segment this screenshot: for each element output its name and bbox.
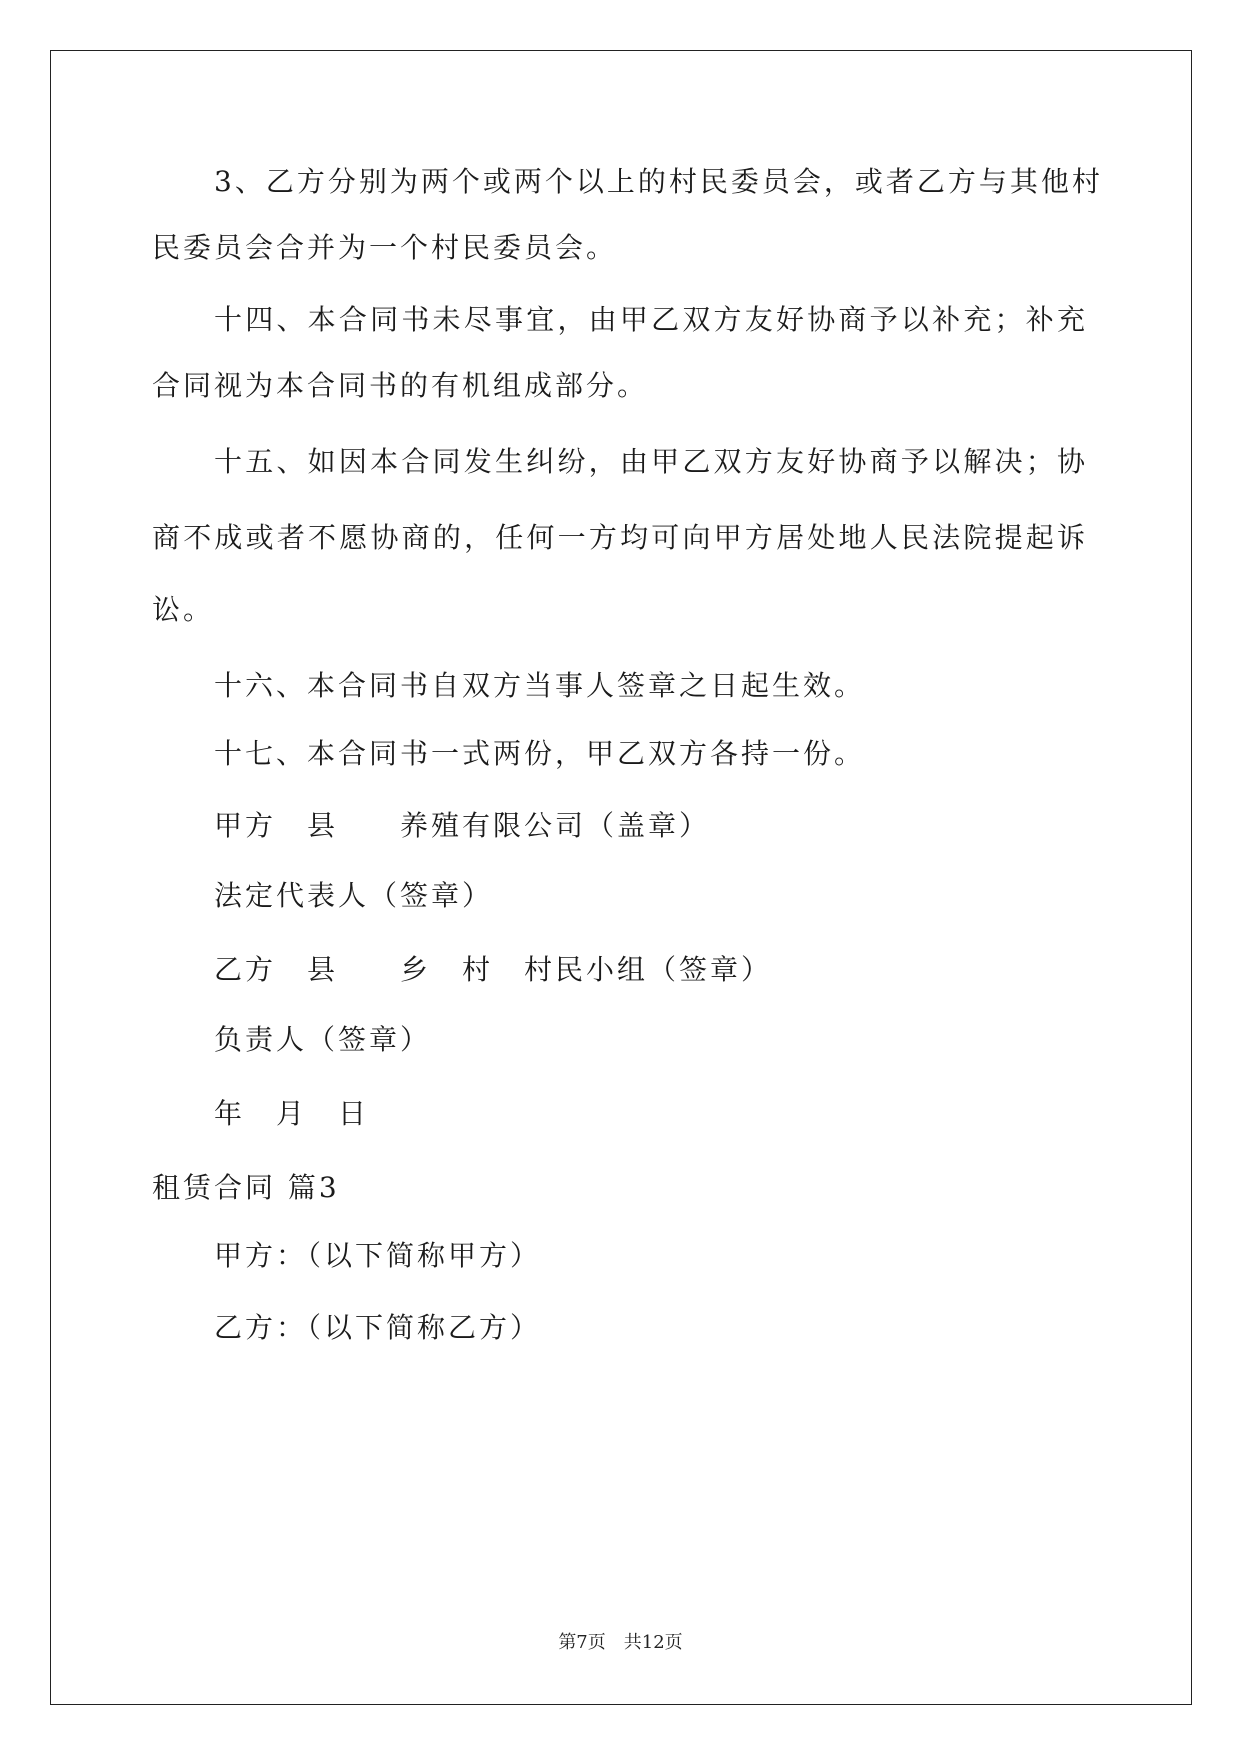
section-heading: 租赁合同 篇3 xyxy=(152,1171,340,1204)
text-line: 合同视为本合同书的有机组成部分。 xyxy=(152,369,649,402)
text-line: 3、乙方分别为两个或两个以上的村民委员会，或者乙方与其他村 xyxy=(214,165,1103,198)
page-number-footer: 第7页 共12页 xyxy=(558,1632,683,1653)
signature-line-party-a: 甲方 县 养殖有限公司（盖章） xyxy=(214,809,711,842)
signature-line-responsible: 负责人（签章） xyxy=(214,1023,432,1056)
text-line: 乙方：（以下简称乙方） xyxy=(214,1311,542,1344)
signature-line-legal-rep: 法定代表人（签章） xyxy=(214,879,494,912)
text-line: 民委员会合并为一个村民委员会。 xyxy=(152,231,618,264)
text-line: 讼。 xyxy=(152,593,215,626)
text-line: 十五、如因本合同发生纠纷，由甲乙双方友好协商予以解决；协 xyxy=(214,445,1088,478)
text-line: 商不成或者不愿协商的，任何一方均可向甲方居处地人民法院提起诉 xyxy=(152,521,1088,554)
text-line: 十六、本合同书自双方当事人签章之日起生效。 xyxy=(214,669,866,702)
date-line: 年 月 日 xyxy=(214,1097,370,1130)
text-line: 十七、本合同书一式两份，甲乙双方各持一份。 xyxy=(214,737,866,770)
text-line: 甲方：（以下简称甲方） xyxy=(214,1239,542,1272)
signature-line-party-b: 乙方 县 乡 村 村民小组（签章） xyxy=(214,953,773,986)
text-line: 十四、本合同书未尽事宜，由甲乙双方友好协商予以补充；补充 xyxy=(214,303,1088,336)
